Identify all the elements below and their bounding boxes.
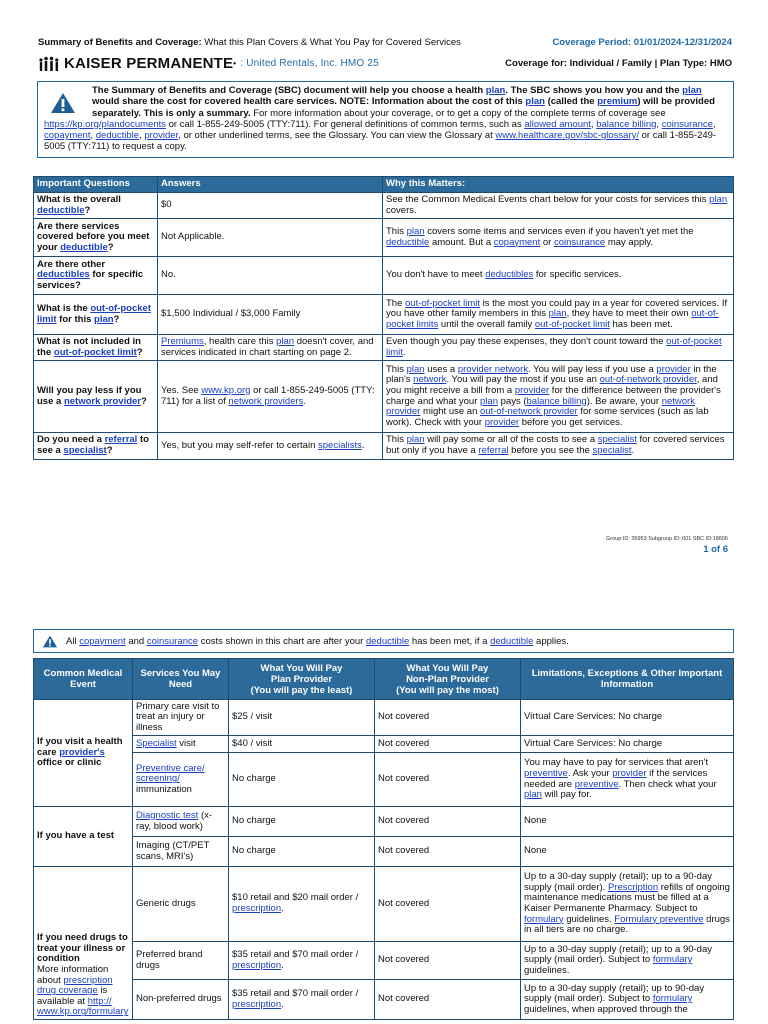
event-cell: If you have a test xyxy=(34,807,133,867)
term-link[interactable]: out-of-pocket limit xyxy=(405,297,480,309)
plan-documents-link[interactable]: https://kp.org/plandocuments xyxy=(44,118,166,130)
plan-name: : United Rentals, Inc. HMO 25 xyxy=(240,58,379,69)
warning-icon xyxy=(42,635,58,648)
term-link[interactable]: plan xyxy=(524,789,542,801)
limitations-cell: Virtual Care Services: No charge xyxy=(521,736,734,753)
service-cell: Non-preferred drugs xyxy=(133,980,229,1020)
brand-logo: KAISER PERMANENTE • : United Rentals, Inc. HMO 25 xyxy=(38,55,379,72)
question-cell: What is the out-of-pocket limit for this plan? xyxy=(34,295,158,335)
coverage-for: Coverage for: Individual / Family | Plan Type: HMO xyxy=(505,58,732,69)
term-link[interactable]: preventive xyxy=(524,767,568,779)
term-link[interactable]: provider network xyxy=(457,363,529,375)
limitations-cell: Up to a 30-day supply (retail); up to a 90-day supply (mail order). Prescription refills of ongoing maintenance medications must be filled at a Kaiser Permanente Pharmacy. Subject to formulary guidelines. Formulary preventive drugs in all tiers are no charge. xyxy=(521,867,734,942)
answer-cell: Yes. See www.kp.org or call 1-855-249-5005 (TTY: 711) for a list of network providers. xyxy=(158,361,383,433)
important-questions-table xyxy=(33,176,734,460)
term-link[interactable]: deductible xyxy=(386,236,430,248)
table-row xyxy=(34,219,734,257)
term-link[interactable]: out-of-pocket limit xyxy=(53,346,137,358)
service-cell: Preferred brand drugs xyxy=(133,942,229,980)
term-link[interactable]: formulary xyxy=(652,954,693,966)
term-link[interactable]: specialist xyxy=(597,434,637,446)
why-cell: This plan will pay some or all of the costs to see a specialist for covered services but only if you have a referral before you see the specialist. xyxy=(383,433,734,460)
nonplan-cost-cell: Not covered xyxy=(375,736,521,753)
term-link[interactable]: Premiums xyxy=(161,335,204,347)
glossary-link[interactable]: www.healthcare.gov/sbc-glossary/ xyxy=(495,130,639,142)
coverage-period: Coverage Period: 01/01/2024-12/31/2024 xyxy=(552,37,732,48)
limitations-cell: None xyxy=(521,837,734,867)
service-cell: Preventive care/ screening/ immunization xyxy=(133,753,229,807)
limitations-cell: You may have to pay for services that aren't preventive. Ask your provider if the services needed are preventive. Then check what your plan will pay for. xyxy=(521,753,734,807)
why-cell: The out-of-pocket limit is the most you could pay in a year for covered services. If you have other family members in this plan, they have to meet their own out-of-pocket limits until the overall family out-of-pocket limit has been met. xyxy=(383,295,734,335)
plan-cost-cell: No charge xyxy=(229,753,375,807)
col-header: What You Will Pay Non-Plan Provider (You will pay the most) xyxy=(375,659,521,700)
table-row xyxy=(34,807,734,837)
term-link[interactable]: plan xyxy=(548,308,567,320)
allowed-amount-link[interactable]: allowed amount xyxy=(524,118,591,130)
term-link[interactable]: referral xyxy=(104,434,138,446)
col-header: Services You May Need xyxy=(133,659,229,700)
service-cell: Primary care visit to treat an injury or illness xyxy=(133,700,229,736)
table-row xyxy=(34,753,734,807)
term-link[interactable]: plan xyxy=(406,434,425,446)
plan-cost-cell: No charge xyxy=(229,807,375,837)
term-link[interactable]: preventive xyxy=(574,778,619,790)
nonplan-cost-cell: Not covered xyxy=(375,700,521,736)
term-link[interactable]: Preventive care/ screening/ xyxy=(136,762,205,785)
term-link[interactable]: deductibles xyxy=(485,269,534,281)
service-cell: Imaging (CT/PET scans, MRI's) xyxy=(133,837,229,867)
term-link[interactable]: out-of-network provider xyxy=(599,374,697,386)
term-link[interactable]: provider xyxy=(484,416,520,428)
plan-cost-cell: $35 retail and $70 mail order / prescription. xyxy=(229,980,375,1020)
why-cell: This plan uses a provider network. You will pay less if you use a provider in the plan's network. You will pay the most if you use an out-of-network provider, and you might receive a bill from a provider for the difference between the provider's charge and what your plan pays (balance billing). Be aware, your network provider might use an out-of-network provider for some services (such as lab work). Check with your provider before you get services. xyxy=(383,361,734,433)
plan-cost-cell: $40 / visit xyxy=(229,736,375,753)
intro-lead: The Summary of Benefits and Coverage (SBC) document will help you choose a health plan. The SBC shows you how you and the plan would share the cost for covered health care services. NOTE: Information about the cost of this plan (called the premium) will be provided separately. This is only a summary. For more information about your coverage, or to get a copy of the complete terms of coverage see xyxy=(92,85,715,119)
term-link[interactable]: specialists xyxy=(318,439,362,451)
service-cell: Generic drugs xyxy=(133,867,229,942)
table-row xyxy=(34,942,734,980)
col-header: Answers xyxy=(158,177,383,193)
term-link[interactable]: specialist xyxy=(63,445,107,456)
term-link[interactable]: coinsurance xyxy=(553,236,606,248)
copayment-link[interactable]: copayment xyxy=(44,130,91,142)
col-header: Limitations, Exceptions & Other Important Information xyxy=(521,659,734,700)
brand-row xyxy=(38,55,732,72)
answer-cell: Premiums, health care this plan doesn't cover, and services indicated in chart starting on page 2. xyxy=(158,335,383,361)
term-link[interactable]: out-of-network provider xyxy=(480,406,578,418)
nonplan-cost-cell: Not covered xyxy=(375,942,521,980)
limitations-cell: Virtual Care Services: No charge xyxy=(521,700,734,736)
plan-link[interactable]: plan xyxy=(682,85,702,96)
term-link[interactable]: out-of-pocket limit xyxy=(37,302,151,325)
question-cell: Do you need a referral to see a specialist? xyxy=(34,433,158,460)
term-link[interactable]: network xyxy=(413,374,447,386)
table-row xyxy=(34,433,734,460)
col-header: Important Questions xyxy=(34,177,158,193)
why-cell: You don't have to meet deductibles for specific services. xyxy=(383,257,734,295)
question-cell: Will you pay less if you use a network provider? xyxy=(34,361,158,433)
copayment-link[interactable]: copayment xyxy=(79,635,126,647)
term-link[interactable]: deductibles xyxy=(37,269,90,281)
question-cell: Are there other deductibles for specific services? xyxy=(34,257,158,295)
term-link[interactable]: prescription xyxy=(232,959,282,971)
intro-notice xyxy=(37,81,734,158)
term-link[interactable]: out-of-pocket limits xyxy=(386,308,719,330)
table-row xyxy=(34,700,734,736)
answer-cell: Not Applicable. xyxy=(158,219,383,257)
term-link[interactable]: network provider xyxy=(63,395,142,407)
term-link[interactable]: provider xyxy=(612,767,647,779)
answer-cell: $1,500 Individual / $3,000 Family xyxy=(158,295,383,335)
plan-cost-cell: $10 retail and $20 mail order / prescription. xyxy=(229,867,375,942)
kp-link[interactable]: www.kp.org xyxy=(201,384,251,396)
premium-link[interactable]: premium xyxy=(597,96,638,108)
why-cell: This plan covers some items and services even if you haven't yet met the deductible amount. But a copayment or coinsurance may apply. xyxy=(383,219,734,257)
formulary-url-link[interactable]: http:// www.kp.org/formulary xyxy=(37,995,129,1018)
plan-link[interactable]: plan xyxy=(485,85,506,96)
cost-notice xyxy=(33,629,734,653)
deductible-link[interactable]: deductible xyxy=(365,635,410,647)
brand-name: KAISER PERMANENTE xyxy=(64,55,234,72)
service-cell: Specialist visit xyxy=(133,736,229,753)
term-link[interactable]: copayment xyxy=(493,236,541,248)
why-cell: Even though you pay these expenses, they don't count toward the out-of-pocket limit. xyxy=(383,335,734,361)
term-link[interactable]: formulary xyxy=(652,993,693,1005)
term-link[interactable]: plan xyxy=(94,313,114,325)
kp-people-icon xyxy=(38,56,60,72)
term-link[interactable]: network provider xyxy=(386,395,695,418)
term-link[interactable]: deductible xyxy=(37,204,85,216)
page-number: 1 of 6 xyxy=(703,544,728,555)
question-cell: What is the overall deductible? xyxy=(34,193,158,219)
term-link[interactable]: provider xyxy=(514,384,550,396)
answer-cell: Yes, but you may self-refer to certain specialists. xyxy=(158,433,383,460)
event-cell: If you need drugs to treat your illness or condition More information about prescription drug coverage is available at http:// www.kp.org/formulary xyxy=(34,867,133,1020)
balance-billing-link[interactable]: balance billing xyxy=(596,118,657,130)
term-link[interactable]: plan xyxy=(276,335,295,347)
limitations-cell: Up to a 30-day supply (retail); up to 90-day supply (mail order). Subject to formulary guidelines, when approved through the xyxy=(521,980,734,1020)
term-link[interactable]: referral xyxy=(478,445,509,456)
answer-cell: No. xyxy=(158,257,383,295)
service-cell: Diagnostic test (x-ray, blood work) xyxy=(133,807,229,837)
document-title: Summary of Benefits and Coverage: What this Plan Covers & What You Pay for Covered Services xyxy=(38,37,461,48)
deductible-link[interactable]: deductible xyxy=(490,635,534,647)
term-link[interactable]: provider xyxy=(656,363,691,375)
term-link[interactable]: Specialist xyxy=(136,737,177,749)
document-header xyxy=(38,37,732,48)
table-row xyxy=(34,193,734,219)
limitations-cell: None xyxy=(521,807,734,837)
col-header: Common Medical Event xyxy=(34,659,133,700)
term-link[interactable]: prescription xyxy=(232,903,282,914)
table-header-row xyxy=(34,659,734,700)
col-header: What You Will Pay Plan Provider (You will pay the least) xyxy=(229,659,375,700)
provider-link[interactable]: provider xyxy=(144,130,179,142)
table-row xyxy=(34,867,734,942)
term-link[interactable]: specialist xyxy=(592,445,632,456)
term-link[interactable]: formulary xyxy=(524,913,564,925)
table-row xyxy=(34,837,734,867)
term-link[interactable]: plan xyxy=(406,225,425,237)
term-link[interactable]: Formulary preventive xyxy=(614,913,704,925)
nonplan-cost-cell: Not covered xyxy=(375,837,521,867)
term-link[interactable]: network providers xyxy=(228,395,304,407)
deductible-link[interactable]: deductible xyxy=(95,130,140,142)
term-link[interactable]: prescription drug coverage xyxy=(37,974,113,997)
table-row xyxy=(34,295,734,335)
question-cell: What is not included in the out-of-pocket limit? xyxy=(34,335,158,361)
answer-cell: $0 xyxy=(158,193,383,219)
term-link[interactable]: balance billing xyxy=(526,395,587,407)
intro-body: https://kp.org/plandocuments or call 1-855-249-5005 (TTY:711). For general definitions of common terms, such as allowed amount, balance billing, coinsurance, copayment, deductible, provider, or other underlined terms, see the Glossary. You can view the Glossary at www.healthcare.gov/sbc-glossary/ or call 1-855-249-5005 (TTY:711) to request a copy. xyxy=(44,118,717,153)
term-link[interactable]: out-of-pocket limit xyxy=(534,318,610,330)
nonplan-cost-cell: Not covered xyxy=(375,867,521,942)
term-link[interactable]: provider's xyxy=(59,746,105,758)
term-link[interactable]: out-of-pocket limit xyxy=(386,335,722,358)
term-link[interactable]: Prescription xyxy=(607,881,659,893)
term-link[interactable]: deductible xyxy=(60,241,108,253)
table-row xyxy=(34,257,734,295)
term-link[interactable]: plan xyxy=(709,193,728,205)
table-row xyxy=(34,361,734,433)
plan-link[interactable]: plan xyxy=(525,96,545,108)
nonplan-cost-cell: Not covered xyxy=(375,980,521,1020)
question-cell: Are there services covered before you meet your deductible? xyxy=(34,219,158,257)
term-link[interactable]: plan xyxy=(480,395,498,407)
col-header: Why this Matters: xyxy=(383,177,734,193)
why-cell: See the Common Medical Events chart below for your costs for services this plan covers. xyxy=(383,193,734,219)
coinsurance-link[interactable]: coinsurance xyxy=(146,635,199,647)
coinsurance-link[interactable]: coinsurance xyxy=(661,118,713,130)
term-link[interactable]: prescription xyxy=(232,998,282,1010)
page-footer xyxy=(606,536,728,555)
table-row xyxy=(34,736,734,753)
event-cell: If you visit a health care provider's office or clinic xyxy=(34,700,133,807)
warning-icon xyxy=(50,92,76,114)
nonplan-cost-cell: Not covered xyxy=(375,807,521,837)
table-row xyxy=(34,335,734,361)
group-id: Group ID: 35953 Subgroup ID: 001 SBC ID:18606 xyxy=(606,536,728,542)
plan-cost-cell: No charge xyxy=(229,837,375,867)
plan-cost-cell: $35 retail and $70 mail order / prescription. xyxy=(229,942,375,980)
plan-cost-cell: $25 / visit xyxy=(229,700,375,736)
table-header-row xyxy=(34,177,734,193)
medical-events-table xyxy=(33,658,734,1020)
term-link[interactable]: plan xyxy=(406,363,425,375)
limitations-cell: Up to a 30-day supply (retail); up to a 90-day supply (mail order). Subject to formulary guidelines. xyxy=(521,942,734,980)
nonplan-cost-cell: Not covered xyxy=(375,753,521,807)
table-row xyxy=(34,980,734,1020)
term-link[interactable]: Diagnostic test xyxy=(136,809,199,821)
cost-notice-text: All copayment and coinsurance costs shown in this chart are after your deductible has been met, if a deductible applies. xyxy=(66,635,569,647)
